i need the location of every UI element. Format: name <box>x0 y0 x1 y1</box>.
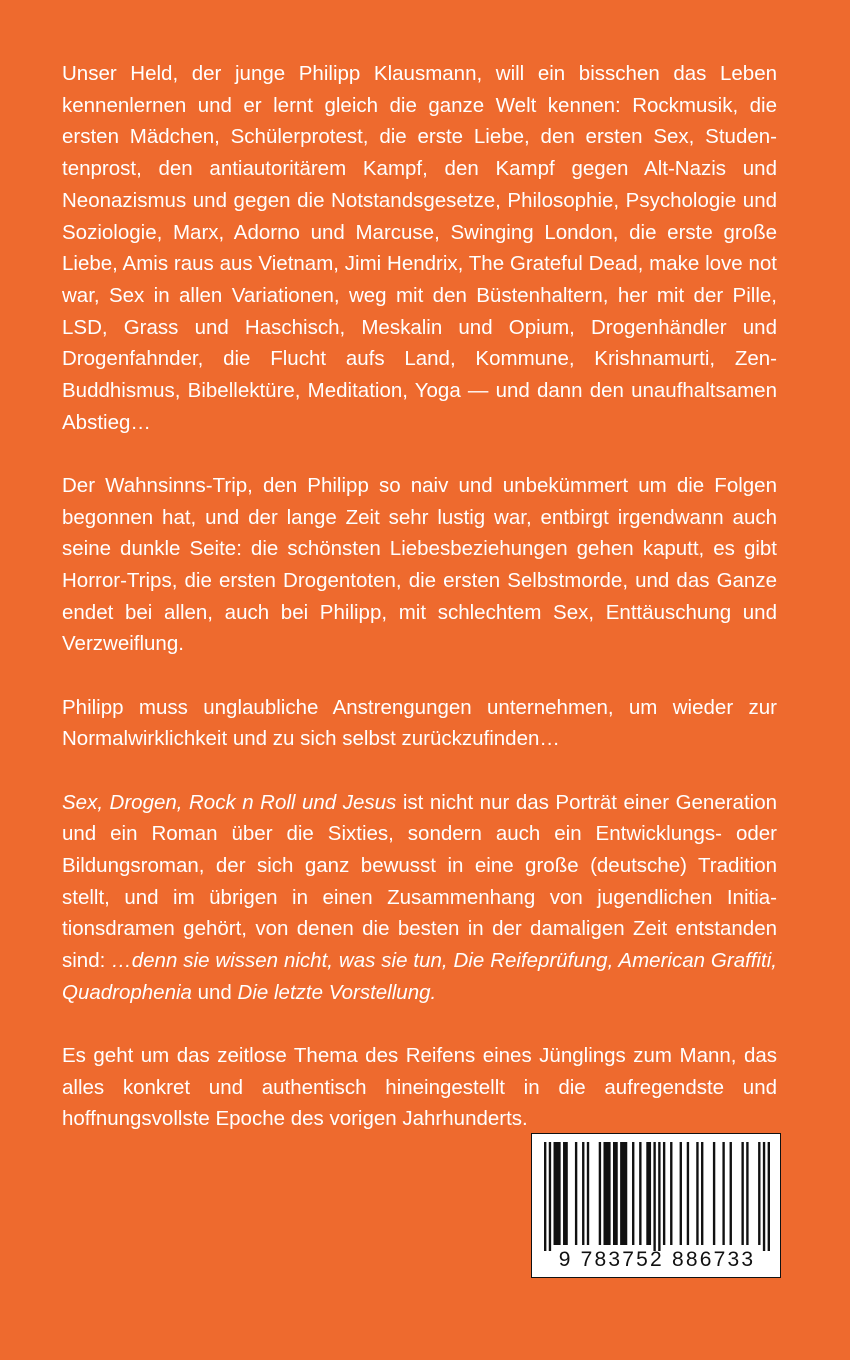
film-title-last-italic: Die letzte Vorstellung. <box>237 980 437 1004</box>
barcode-bar <box>680 1142 682 1245</box>
barcode-bar <box>599 1142 601 1245</box>
barcode-bar <box>554 1142 561 1245</box>
barcode-bar <box>646 1142 651 1245</box>
blurb-text <box>62 58 777 1167</box>
barcode-bar <box>696 1142 698 1245</box>
barcode-bar <box>763 1142 765 1251</box>
isbn-barcode <box>531 1133 781 1278</box>
isbn-number: 9 783752 886733 <box>558 1248 756 1271</box>
barcode-bar <box>613 1142 618 1245</box>
barcode-bar <box>563 1142 568 1245</box>
paragraph-4-text-b: und <box>191 980 238 1004</box>
barcode-bar <box>730 1142 732 1245</box>
blurb-paragraph-2: Der Wahnsinns-Trip, den Philipp so naiv und unbekümmert um die Folgen begonnen hat, und der lange Zeit sehr lustig war, entbirgt irgendwann auch seine dunkle Seite: die schönsten Liebesbeziehungen gehen kaputt, es gibt Horror-Trips, die ersten Drogentoten, die ersten Selbstmorde, und das Ganze endet bei allen, auch bei Philipp, mit schlechtem Sex, Enttäuschung und Verzweiflung. <box>62 473 777 656</box>
barcode-bar <box>639 1142 641 1245</box>
blurb-paragraph-1: Unser Held, der junge Philipp Klausmann, will ein bisschen das Leben kennenlernen und er lernt gleich die ganze Welt kennen: Rockmusik, die ersten Mädchen, Schülerprotest, die erste Liebe, den ersten Sex, Studentenprost, den antiautoritärem Kampf, den Kampf gegen Alt-Nazis und Neonazismus und gegen die Notstandsgesetze, Philosophie, Psychologie und Soziologie, Marx, Adorno und Marcuse, Swinging London, die erste große Liebe, Amis raus aus Vietnam, Jimi Hendrix, The Grateful Dead, make love not war, Sex in allen Variationen, weg mit den Büstenhaltern, her mit der Pille, LSD, Grass und Haschisch, Meskalin und Opium, Drogenhändler und Drogenfahnder, die Flucht aufs Land, Kommune, Krishnamurti, Zen-Buddhismus, Bibellektüre, Meditation, Yoga — und dann den unaufhaltsamen Abstieg… <box>62 62 777 434</box>
book-title-italic: Sex, Drogen, Rock n Roll und Jesus <box>62 790 397 814</box>
barcode-bar <box>663 1142 665 1245</box>
barcode-bars <box>544 1142 770 1251</box>
blurb-paragraph-3: Philipp muss unglaubliche Anstrengungen unternehmen, um wieder zur Normalwirklichkeit und zu sich selbst zurückzufinden… <box>62 695 777 751</box>
blurb-paragraph-4 <box>62 787 777 1009</box>
barcode-bar <box>549 1142 551 1251</box>
barcode-bar <box>575 1142 577 1245</box>
blurb-paragraph-5: Es geht um das zeitlose Thema des Reifens eines Jünglings zum Mann, das alles konkret und authentisch hineingestellt in die aufregendste und hoffnungsvollste Epoche des vorigen Jahrhunderts. <box>62 1043 777 1131</box>
paragraph-4-text-a: ist nicht nur das Porträt einer Generation und ein Roman über die Sixties, sondern auch ein Entwicklungs- oder Bildungsroman, der sich ganz bewusst in eine große (deutsche) Tradition stellt, und im übrigen in einen Zusammenhang von jugendlichen Initiationsdramen gehört, von denen die besten in der damaligen Zeit entstanden sind: <box>62 790 777 973</box>
barcode-bar <box>653 1142 655 1251</box>
barcode-bar <box>603 1142 610 1245</box>
barcode-bar <box>713 1142 715 1245</box>
barcode-bar <box>670 1142 672 1245</box>
film-titles-italic: …denn sie wissen nicht, was sie tun, Die Reifeprüfung, American Graffiti, Quadrophenia <box>62 949 778 1004</box>
barcode-bar <box>741 1142 743 1245</box>
barcode-bar <box>722 1142 724 1245</box>
barcode-bar <box>701 1142 703 1245</box>
barcode-bar <box>544 1142 546 1251</box>
barcode-bar <box>632 1142 634 1245</box>
barcode-bar <box>687 1142 689 1245</box>
barcode-bar <box>620 1142 627 1245</box>
barcode-bar <box>746 1142 748 1245</box>
barcode-bar <box>758 1142 760 1245</box>
barcode-bar <box>658 1142 660 1251</box>
barcode-bar <box>582 1142 584 1245</box>
barcode-bar <box>768 1142 770 1251</box>
barcode-bar <box>587 1142 589 1245</box>
